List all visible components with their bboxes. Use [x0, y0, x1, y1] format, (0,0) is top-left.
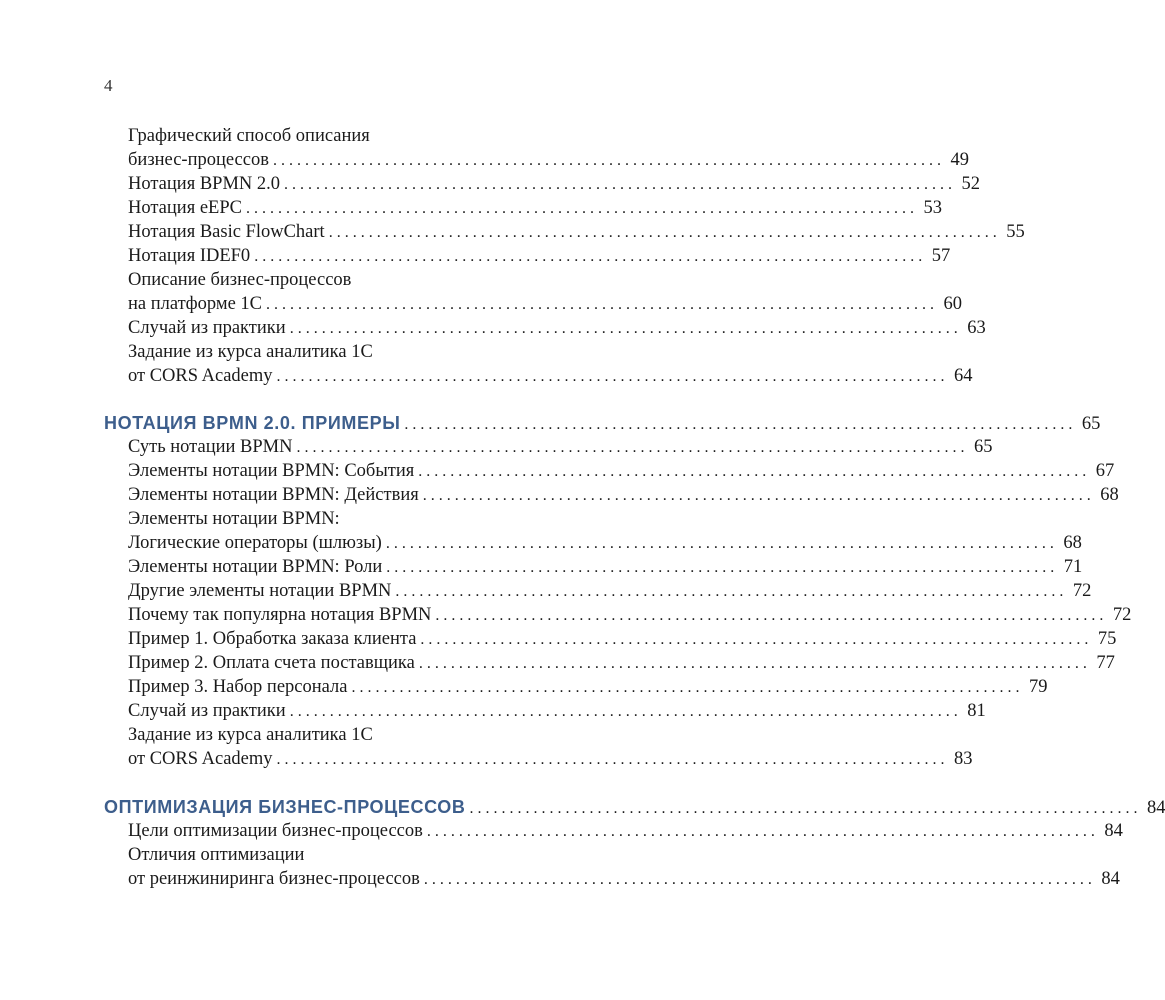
- page-ref: 60: [943, 294, 963, 314]
- entry-text: Нотация Basic FlowChart: [128, 222, 325, 242]
- page-ref: 72: [1072, 581, 1092, 601]
- entry-text: Элементы нотации BPMN: Действия: [128, 485, 419, 505]
- toc-entry-line[interactable]: [104, 843, 564, 867]
- toc-entry-line[interactable]: [104, 747, 973, 771]
- toc-group: [104, 795, 1165, 891]
- entry-text: от CORS Academy: [128, 749, 273, 769]
- toc-entry-line[interactable]: [104, 124, 564, 148]
- dot-leader: [404, 413, 1072, 437]
- page-ref: 84: [1146, 798, 1165, 818]
- page-ref: 65: [1081, 414, 1101, 434]
- toc-entry-line[interactable]: [104, 435, 993, 459]
- entry-text: Пример 1. Обработка заказа клиента: [128, 629, 417, 649]
- section-heading[interactable]: [104, 795, 1165, 819]
- entry-text: от реинжиниринга бизнес-процессов: [128, 869, 420, 889]
- dot-leader: [351, 676, 1019, 700]
- entry-text: Пример 2. Оплата счета поставщика: [128, 653, 415, 673]
- entry-text: Задание из курса аналитика 1С: [128, 342, 373, 362]
- dot-leader: [277, 748, 945, 772]
- dot-leader: [435, 604, 1103, 628]
- section-title: НОТАЦИЯ BPMN 2.0. ПРИМЕРЫ: [104, 413, 401, 433]
- section-title: ОПТИМИЗАЦИЯ БИЗНЕС-ПРОЦЕССОВ: [104, 797, 466, 817]
- entry-text: Другие элементы нотации BPMN: [128, 581, 392, 601]
- dot-leader: [424, 868, 1092, 892]
- entry-text: Элементы нотации BPMN:: [128, 509, 340, 529]
- entry-text: Графический способ описания: [128, 126, 370, 146]
- page-ref: 57: [931, 246, 951, 266]
- entry-text: Цели оптимизации бизнес-процессов: [128, 821, 423, 841]
- dot-leader: [246, 197, 914, 221]
- toc-entry-line[interactable]: [104, 172, 981, 196]
- toc-entry-line[interactable]: [104, 292, 963, 316]
- dot-leader: [266, 293, 934, 317]
- page-ref: 83: [954, 749, 973, 769]
- page-ref: 84: [1104, 821, 1123, 841]
- toc-entry-line[interactable]: [104, 627, 1117, 651]
- dot-leader: [254, 245, 922, 269]
- entry-text: Нотация BPMN 2.0: [128, 174, 281, 194]
- page-ref: 79: [1028, 677, 1048, 697]
- page-ref: 68: [1063, 533, 1082, 553]
- entry-text: Случай из практики: [128, 318, 286, 338]
- toc-entry-line[interactable]: [104, 867, 1120, 891]
- toc-entry-line[interactable]: [104, 244, 951, 268]
- dot-leader: [427, 820, 1095, 844]
- toc-entry-line[interactable]: [104, 268, 564, 292]
- page-ref: 84: [1101, 869, 1120, 889]
- entry-text: бизнес-процессов: [128, 150, 269, 170]
- toc-entry-line[interactable]: [104, 364, 973, 388]
- toc-entry-line[interactable]: [104, 340, 564, 364]
- page-ref: 53: [923, 198, 942, 218]
- toc-entry-line[interactable]: [104, 148, 969, 172]
- page-ref: 49: [950, 150, 969, 170]
- page-ref: 55: [1006, 222, 1025, 242]
- toc-entry-line[interactable]: [104, 699, 986, 723]
- entry-text: Логические операторы (шлюзы): [128, 533, 382, 553]
- dot-leader: [284, 173, 952, 197]
- page-ref: 52: [961, 174, 981, 194]
- toc-entry-line[interactable]: [104, 819, 1123, 843]
- dot-leader: [418, 460, 1086, 484]
- page-ref: 67: [1095, 461, 1115, 481]
- page-ref: 77: [1096, 653, 1115, 673]
- entry-text: Нотация eEPC: [128, 198, 242, 218]
- entry-text: Элементы нотации BPMN: События: [128, 461, 415, 481]
- toc-entry-line[interactable]: [104, 316, 986, 340]
- entry-text: Задание из курса аналитика 1С: [128, 725, 373, 745]
- entry-text: Случай из практики: [128, 701, 286, 721]
- dot-leader: [420, 628, 1088, 652]
- page-ref: 68: [1100, 485, 1119, 505]
- toc-entry-line[interactable]: [104, 603, 1132, 627]
- toc-entry-line[interactable]: [104, 459, 1115, 483]
- toc-group: [104, 124, 1025, 388]
- page-ref: 63: [967, 318, 986, 338]
- dot-leader: [386, 556, 1054, 580]
- section-heading[interactable]: [104, 411, 1101, 435]
- entry-text: от CORS Academy: [128, 366, 273, 386]
- dot-leader: [277, 365, 945, 389]
- toc-entry-line[interactable]: [104, 483, 1119, 507]
- toc-entry-line[interactable]: [104, 555, 1083, 579]
- entry-text: Элементы нотации BPMN: Роли: [128, 557, 383, 577]
- toc-entry-line[interactable]: [104, 651, 1115, 675]
- dot-leader: [386, 532, 1054, 556]
- page-ref: 71: [1063, 557, 1083, 577]
- dot-leader: [469, 797, 1137, 821]
- entry-text: Пример 3. Набор персонала: [128, 677, 348, 697]
- entry-text: Нотация IDEF0: [128, 246, 251, 266]
- dot-leader: [290, 317, 958, 341]
- entry-text: Отличия оптимизации: [128, 845, 305, 865]
- toc-entry-line[interactable]: [104, 531, 1082, 555]
- toc-entry-line[interactable]: [104, 220, 1025, 244]
- page-ref: 75: [1097, 629, 1117, 649]
- toc-entry-line[interactable]: [104, 507, 564, 531]
- page-ref: 81: [967, 701, 986, 721]
- page-number: 4: [104, 76, 113, 95]
- entry-text: Почему так популярна нотация BPMN: [128, 605, 432, 625]
- dot-leader: [290, 700, 958, 724]
- page-ref: 64: [954, 366, 973, 386]
- dot-leader: [423, 484, 1091, 508]
- dot-leader: [419, 652, 1087, 676]
- toc-entry-line[interactable]: [104, 723, 564, 747]
- dot-leader: [395, 580, 1063, 604]
- toc-entry-line[interactable]: [104, 196, 942, 220]
- page-ref: 65: [973, 437, 993, 457]
- entry-text: Суть нотации BPMN: [128, 437, 293, 457]
- toc-entry-line[interactable]: [104, 579, 1092, 603]
- dot-leader: [329, 221, 997, 245]
- dot-leader: [273, 149, 941, 173]
- toc-entry-line[interactable]: [104, 675, 1048, 699]
- toc-group: [104, 411, 1132, 771]
- entry-text: Описание бизнес-процессов: [128, 270, 352, 290]
- dot-leader: [296, 436, 964, 460]
- page-ref: 72: [1112, 605, 1132, 625]
- entry-text: на платформе 1С: [128, 294, 263, 314]
